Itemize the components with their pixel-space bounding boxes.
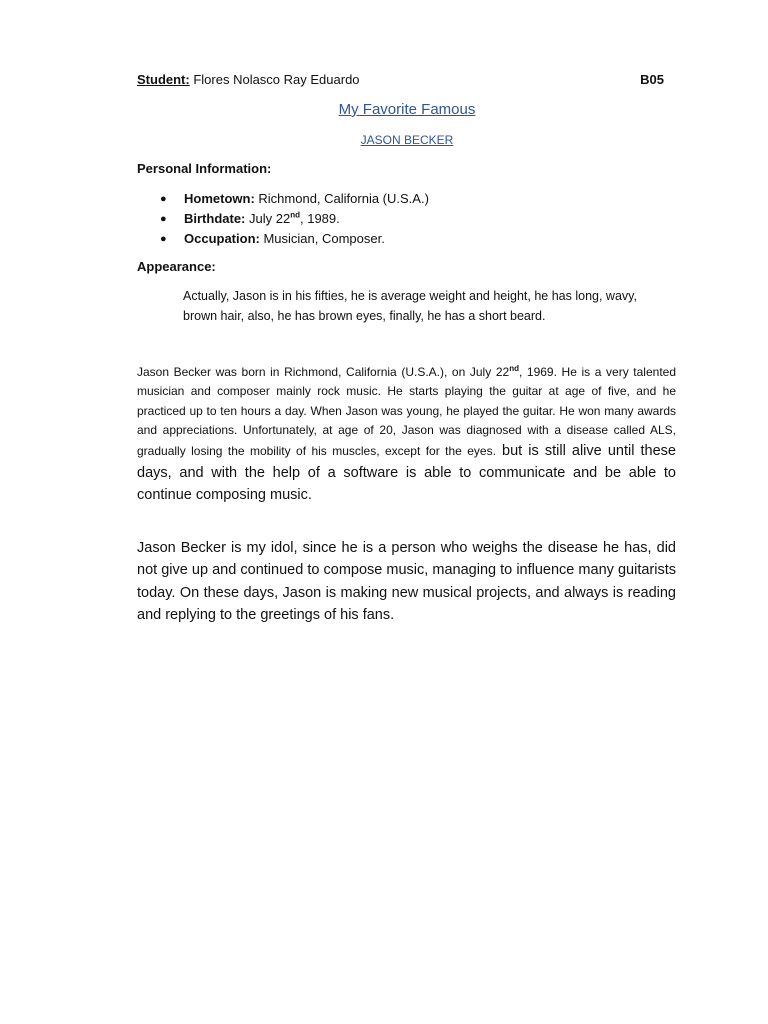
biography-part3: but is still alive until these days, and with the help of a software is able to communicate and be able to continue composing music.: [137, 443, 676, 504]
biography-part2: , 1969. He is a very talented musician and composer mainly rock music. He starts playing the guitar at age of five, and he practiced up to ten hours a day. When Jason was young, he played the guitar. He won many awards and appreciations. Unfortunately, at age of 20, Jason was diagnosed with a disease called ALS, gradually losing the mobility of his muscles, except for the eyes.: [137, 365, 676, 459]
birthdate-value-sup: nd: [290, 210, 300, 220]
bullet-icon: ●: [160, 233, 167, 245]
hometown-value: Richmond, California (U.S.A.): [258, 191, 429, 206]
list-item-hometown: [160, 189, 429, 209]
personal-info-list: [160, 189, 429, 249]
birthdate-value-before: July 22: [249, 211, 291, 226]
list-item-occupation: [160, 229, 429, 249]
idol-paragraph: Jason Becker is my idol, since he is a person who weighs the disease he has, did not give up and continued to compose music, managing to influence many guitarists today. On these days, Jason is making new musical projects, and always is reading and replying to the greetings of his fans.: [137, 540, 676, 624]
bullet-icon: ●: [160, 213, 167, 225]
occupation-value: Musician, Composer.: [263, 231, 385, 246]
document-title: My Favorite Famous: [338, 101, 476, 118]
occupation-key: Occupation:: [184, 231, 260, 246]
biography-part1: Jason Becker was born in Richmond, California (U.S.A.), on July 22: [137, 365, 510, 379]
group-code: B05: [640, 72, 664, 87]
appearance-text: Actually, Jason is in his fifties, he is average weight and height, he has long, wavy, brown hair, also, he has brown eyes, finally, he has a short beard.: [183, 289, 637, 323]
student-header: [137, 71, 664, 89]
birthdate-value-after: , 1989.: [300, 211, 340, 226]
bullet-icon: ●: [160, 193, 167, 205]
appearance-heading: Appearance:: [137, 259, 216, 274]
hometown-key: Hometown:: [184, 191, 255, 206]
list-item-birthdate: [160, 209, 429, 229]
biography-sup: nd: [509, 364, 519, 373]
biography-paragraph: [137, 363, 676, 506]
personal-info-heading: Personal Information:: [137, 161, 272, 176]
document-subtitle: JASON BECKER: [360, 133, 454, 147]
student-name: Flores Nolasco Ray Eduardo: [193, 72, 360, 87]
birthdate-key: Birthdate:: [184, 211, 246, 226]
student-label: Student:: [137, 72, 190, 87]
